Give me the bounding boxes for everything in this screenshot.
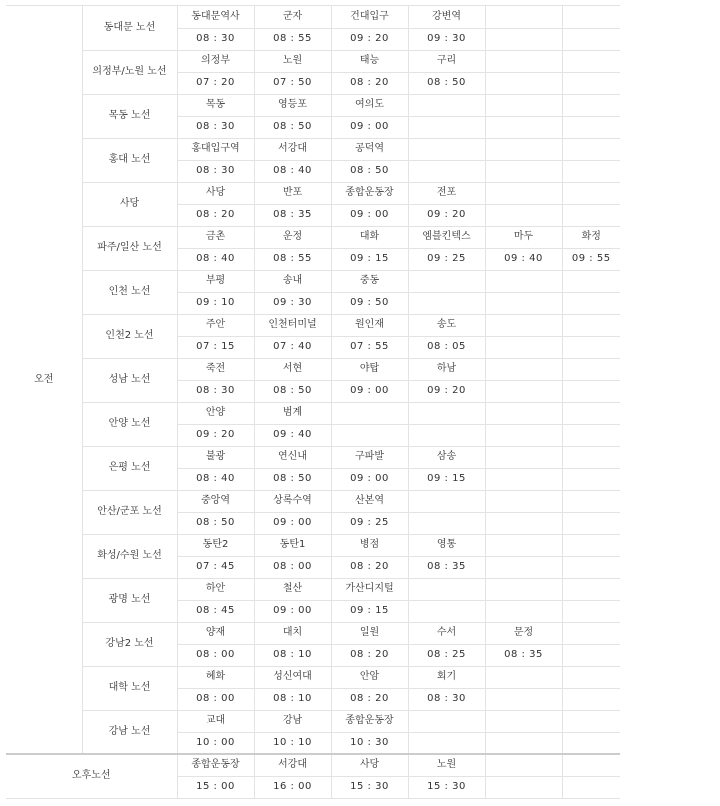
stop-name-cell: 동대문역사 <box>177 6 254 28</box>
departure-time-cell: 16 : 00 <box>254 776 331 798</box>
route-name: 사당 <box>82 182 177 226</box>
departure-time-cell: 08 : 50 <box>177 512 254 534</box>
route-name: 안양 노선 <box>82 402 177 446</box>
stop-name-cell <box>485 6 562 28</box>
route-name: 파주/일산 노선 <box>82 226 177 270</box>
departure-time-cell: 10 : 10 <box>254 732 331 754</box>
stop-name-cell <box>562 50 620 72</box>
stop-name-cell: 마두 <box>485 226 562 248</box>
stop-name-cell: 사당 <box>177 182 254 204</box>
stop-name-cell <box>562 6 620 28</box>
departure-time-cell <box>562 688 620 710</box>
stop-name-cell: 불광 <box>177 446 254 468</box>
stop-name-cell: 송내 <box>254 270 331 292</box>
stop-name-cell: 엠블킨텍스 <box>408 226 485 248</box>
departure-time-cell <box>485 292 562 314</box>
route-stop-row <box>6 402 620 424</box>
departure-time-cell: 08 : 20 <box>331 688 408 710</box>
departure-time-cell <box>408 732 485 754</box>
stop-name-cell: 구파발 <box>331 446 408 468</box>
departure-time-cell <box>562 556 620 578</box>
stop-name-cell: 일원 <box>331 622 408 644</box>
departure-time-cell <box>485 776 562 798</box>
departure-time-cell: 09 : 50 <box>331 292 408 314</box>
departure-time-cell: 07 : 40 <box>254 336 331 358</box>
stop-name-cell <box>485 754 562 776</box>
stop-name-cell: 삼송 <box>408 446 485 468</box>
stop-name-cell: 안양 <box>177 402 254 424</box>
departure-time-cell <box>485 160 562 182</box>
stop-name-cell: 야탑 <box>331 358 408 380</box>
departure-time-cell: 08 : 20 <box>331 72 408 94</box>
stop-name-cell: 노원 <box>408 754 485 776</box>
pm-stop-row <box>6 754 620 776</box>
stop-name-cell: 연신내 <box>254 446 331 468</box>
route-name: 광명 노선 <box>82 578 177 622</box>
route-stop-row <box>6 534 620 556</box>
route-name: 안산/군포 노선 <box>82 490 177 534</box>
stop-name-cell <box>331 402 408 424</box>
departure-time-cell <box>485 336 562 358</box>
departure-time-cell <box>562 116 620 138</box>
departure-time-cell: 09 : 25 <box>331 512 408 534</box>
departure-time-cell: 08 : 50 <box>254 380 331 402</box>
stop-name-cell: 양재 <box>177 622 254 644</box>
stop-name-cell <box>485 138 562 160</box>
departure-time-cell: 09 : 20 <box>331 28 408 50</box>
stop-name-cell: 중앙역 <box>177 490 254 512</box>
stop-name-cell <box>562 622 620 644</box>
stop-name-cell: 운정 <box>254 226 331 248</box>
departure-time-cell <box>562 380 620 402</box>
departure-time-cell <box>408 600 485 622</box>
route-name: 인천 노선 <box>82 270 177 314</box>
departure-time-cell <box>562 776 620 798</box>
departure-time-cell: 08 : 50 <box>254 116 331 138</box>
departure-time-cell: 09 : 00 <box>254 600 331 622</box>
stop-name-cell: 하안 <box>177 578 254 600</box>
stop-name-cell <box>562 578 620 600</box>
period-label-pm: 오후노선 <box>6 754 177 798</box>
departure-time-cell: 09 : 00 <box>331 116 408 138</box>
stop-name-cell: 여의도 <box>331 94 408 116</box>
departure-time-cell <box>562 644 620 666</box>
departure-time-cell <box>408 424 485 446</box>
stop-name-cell: 전포 <box>408 182 485 204</box>
departure-time-cell: 08 : 30 <box>177 28 254 50</box>
route-stop-row <box>6 182 620 204</box>
stop-name-cell: 송도 <box>408 314 485 336</box>
departure-time-cell <box>485 556 562 578</box>
stop-name-cell: 안암 <box>331 666 408 688</box>
stop-name-cell: 서강대 <box>254 138 331 160</box>
stop-name-cell: 대화 <box>331 226 408 248</box>
route-stop-row <box>6 50 620 72</box>
departure-time-cell <box>485 116 562 138</box>
departure-time-cell: 08 : 20 <box>177 204 254 226</box>
stop-name-cell <box>562 446 620 468</box>
route-stop-row <box>6 578 620 600</box>
stop-name-cell: 대치 <box>254 622 331 644</box>
departure-time-cell: 07 : 15 <box>177 336 254 358</box>
route-name: 화성/수원 노선 <box>82 534 177 578</box>
stop-name-cell <box>408 490 485 512</box>
route-name: 대학 노선 <box>82 666 177 710</box>
stop-name-cell <box>485 358 562 380</box>
route-name: 의정부/노원 노선 <box>82 50 177 94</box>
stop-name-cell <box>485 710 562 732</box>
route-name: 인천2 노선 <box>82 314 177 358</box>
stop-name-cell: 홍대입구역 <box>177 138 254 160</box>
stop-name-cell: 주안 <box>177 314 254 336</box>
stop-name-cell <box>485 490 562 512</box>
departure-time-cell <box>485 380 562 402</box>
stop-name-cell: 동탄2 <box>177 534 254 556</box>
departure-time-cell: 07 : 20 <box>177 72 254 94</box>
departure-time-cell: 08 : 50 <box>331 160 408 182</box>
stop-name-cell: 하남 <box>408 358 485 380</box>
departure-time-cell: 08 : 20 <box>331 644 408 666</box>
route-stop-row <box>6 270 620 292</box>
route-name: 강남2 노선 <box>82 622 177 666</box>
departure-time-cell <box>562 160 620 182</box>
departure-time-cell <box>562 28 620 50</box>
departure-time-cell: 08 : 45 <box>177 600 254 622</box>
stop-name-cell: 가산디지털 <box>331 578 408 600</box>
departure-time-cell: 08 : 20 <box>331 556 408 578</box>
stop-name-cell <box>562 666 620 688</box>
stop-name-cell: 범계 <box>254 402 331 424</box>
departure-time-cell <box>562 292 620 314</box>
stop-name-cell <box>485 402 562 424</box>
departure-time-cell: 08 : 40 <box>254 160 331 182</box>
departure-time-cell: 07 : 50 <box>254 72 331 94</box>
stop-name-cell: 군자 <box>254 6 331 28</box>
departure-time-cell: 09 : 15 <box>331 600 408 622</box>
stop-name-cell <box>485 314 562 336</box>
departure-time-cell: 09 : 20 <box>408 204 485 226</box>
departure-time-cell: 08 : 55 <box>254 28 331 50</box>
stop-name-cell <box>485 578 562 600</box>
departure-time-cell: 08 : 05 <box>408 336 485 358</box>
departure-time-cell: 08 : 35 <box>485 644 562 666</box>
stop-name-cell: 노원 <box>254 50 331 72</box>
stop-name-cell <box>485 666 562 688</box>
route-stop-row <box>6 710 620 732</box>
departure-time-cell: 09 : 15 <box>408 468 485 490</box>
stop-name-cell: 죽전 <box>177 358 254 380</box>
departure-time-cell: 08 : 40 <box>177 468 254 490</box>
route-name: 강남 노선 <box>82 710 177 754</box>
departure-time-cell <box>485 600 562 622</box>
departure-time-cell: 08 : 00 <box>177 644 254 666</box>
stop-name-cell <box>485 270 562 292</box>
departure-time-cell: 15 : 30 <box>331 776 408 798</box>
departure-time-cell: 08 : 10 <box>254 688 331 710</box>
stop-name-cell <box>408 578 485 600</box>
stop-name-cell <box>408 270 485 292</box>
stop-name-cell: 상록수역 <box>254 490 331 512</box>
route-name: 홍대 노선 <box>82 138 177 182</box>
departure-time-cell <box>485 424 562 446</box>
departure-time-cell: 09 : 10 <box>177 292 254 314</box>
departure-time-cell <box>408 160 485 182</box>
stop-name-cell <box>485 94 562 116</box>
stop-name-cell <box>562 534 620 556</box>
route-stop-row <box>6 94 620 116</box>
departure-time-cell: 09 : 00 <box>254 512 331 534</box>
departure-time-cell <box>562 424 620 446</box>
stop-name-cell <box>562 710 620 732</box>
departure-time-cell: 10 : 00 <box>177 732 254 754</box>
departure-time-cell <box>562 468 620 490</box>
stop-name-cell: 중동 <box>331 270 408 292</box>
stop-name-cell <box>562 358 620 380</box>
departure-time-cell: 08 : 30 <box>408 688 485 710</box>
route-stop-row <box>6 226 620 248</box>
stop-name-cell: 문정 <box>485 622 562 644</box>
stop-name-cell <box>485 446 562 468</box>
departure-time-cell: 08 : 30 <box>177 160 254 182</box>
stop-name-cell: 혜화 <box>177 666 254 688</box>
stop-name-cell: 종합운동장 <box>177 754 254 776</box>
departure-time-cell: 09 : 40 <box>254 424 331 446</box>
route-stop-row <box>6 666 620 688</box>
stop-name-cell: 회기 <box>408 666 485 688</box>
stop-name-cell <box>408 94 485 116</box>
departure-time-cell <box>485 72 562 94</box>
stop-name-cell: 건대입구 <box>331 6 408 28</box>
departure-time-cell <box>562 512 620 534</box>
stop-name-cell: 공덕역 <box>331 138 408 160</box>
departure-time-cell: 08 : 35 <box>254 204 331 226</box>
departure-time-cell: 09 : 30 <box>254 292 331 314</box>
departure-time-cell <box>562 336 620 358</box>
departure-time-cell: 08 : 00 <box>177 688 254 710</box>
departure-time-cell: 08 : 10 <box>254 644 331 666</box>
departure-time-cell <box>331 424 408 446</box>
stop-name-cell <box>408 402 485 424</box>
departure-time-cell <box>485 512 562 534</box>
departure-time-cell: 09 : 20 <box>408 380 485 402</box>
route-stop-row <box>6 138 620 160</box>
stop-name-cell <box>408 138 485 160</box>
stop-name-cell: 의정부 <box>177 50 254 72</box>
stop-name-cell: 원인재 <box>331 314 408 336</box>
departure-time-cell <box>485 28 562 50</box>
route-stop-row <box>6 490 620 512</box>
route-name: 목동 노선 <box>82 94 177 138</box>
departure-time-cell: 09 : 20 <box>177 424 254 446</box>
route-name: 성남 노선 <box>82 358 177 402</box>
stop-name-cell <box>562 402 620 424</box>
route-stop-row <box>6 446 620 468</box>
stop-name-cell: 사당 <box>331 754 408 776</box>
departure-time-cell: 15 : 30 <box>408 776 485 798</box>
stop-name-cell <box>562 270 620 292</box>
departure-time-cell: 09 : 30 <box>408 28 485 50</box>
departure-time-cell: 09 : 25 <box>408 248 485 270</box>
schedule-body <box>6 6 620 798</box>
departure-time-cell: 07 : 45 <box>177 556 254 578</box>
departure-time-cell: 09 : 00 <box>331 468 408 490</box>
departure-time-cell <box>485 732 562 754</box>
departure-time-cell <box>485 688 562 710</box>
departure-time-cell: 08 : 40 <box>177 248 254 270</box>
departure-time-cell <box>408 512 485 534</box>
stop-name-cell <box>485 534 562 556</box>
route-stop-row <box>6 358 620 380</box>
stop-name-cell: 영등포 <box>254 94 331 116</box>
stop-name-cell: 교대 <box>177 710 254 732</box>
departure-time-cell: 09 : 15 <box>331 248 408 270</box>
stop-name-cell: 반포 <box>254 182 331 204</box>
departure-time-cell: 08 : 55 <box>254 248 331 270</box>
departure-time-cell: 10 : 30 <box>331 732 408 754</box>
stop-name-cell <box>485 50 562 72</box>
stop-name-cell: 화정 <box>562 226 620 248</box>
stop-name-cell: 서강대 <box>254 754 331 776</box>
stop-name-cell: 종합운동장 <box>331 710 408 732</box>
stop-name-cell: 태능 <box>331 50 408 72</box>
stop-name-cell: 동탄1 <box>254 534 331 556</box>
stop-name-cell <box>408 710 485 732</box>
departure-time-cell <box>408 292 485 314</box>
stop-name-cell <box>562 182 620 204</box>
stop-name-cell <box>562 490 620 512</box>
shuttle-schedule-table <box>6 6 620 799</box>
departure-time-cell: 08 : 30 <box>177 380 254 402</box>
stop-name-cell: 서현 <box>254 358 331 380</box>
departure-time-cell: 08 : 00 <box>254 556 331 578</box>
departure-time-cell: 09 : 55 <box>562 248 620 270</box>
departure-time-cell: 08 : 50 <box>408 72 485 94</box>
stop-name-cell <box>562 314 620 336</box>
stop-name-cell: 영통 <box>408 534 485 556</box>
stop-name-cell: 구리 <box>408 50 485 72</box>
stop-name-cell: 강변역 <box>408 6 485 28</box>
departure-time-cell: 09 : 00 <box>331 204 408 226</box>
departure-time-cell: 08 : 25 <box>408 644 485 666</box>
stop-name-cell: 부평 <box>177 270 254 292</box>
stop-name-cell: 철산 <box>254 578 331 600</box>
departure-time-cell: 07 : 55 <box>331 336 408 358</box>
route-name: 은평 노선 <box>82 446 177 490</box>
departure-time-cell <box>562 72 620 94</box>
stop-name-cell: 수서 <box>408 622 485 644</box>
departure-time-cell: 08 : 30 <box>177 116 254 138</box>
stop-name-cell: 병점 <box>331 534 408 556</box>
route-stop-row <box>6 6 620 28</box>
stop-name-cell: 종합운동장 <box>331 182 408 204</box>
stop-name-cell: 강남 <box>254 710 331 732</box>
departure-time-cell: 15 : 00 <box>177 776 254 798</box>
departure-time-cell: 09 : 00 <box>331 380 408 402</box>
departure-time-cell: 08 : 50 <box>254 468 331 490</box>
stop-name-cell <box>562 138 620 160</box>
departure-time-cell <box>562 600 620 622</box>
departure-time-cell: 08 : 35 <box>408 556 485 578</box>
departure-time-cell <box>485 204 562 226</box>
departure-time-cell <box>562 732 620 754</box>
departure-time-cell <box>485 468 562 490</box>
route-stop-row <box>6 622 620 644</box>
stop-name-cell <box>562 754 620 776</box>
route-stop-row <box>6 314 620 336</box>
route-name: 동대문 노선 <box>82 6 177 50</box>
period-label-am: 오전 <box>6 6 82 754</box>
stop-name-cell <box>485 182 562 204</box>
departure-time-cell <box>408 116 485 138</box>
stop-name-cell: 목동 <box>177 94 254 116</box>
stop-name-cell: 성신여대 <box>254 666 331 688</box>
departure-time-cell: 09 : 40 <box>485 248 562 270</box>
stop-name-cell: 산본역 <box>331 490 408 512</box>
departure-time-cell <box>562 204 620 226</box>
stop-name-cell: 인천터미널 <box>254 314 331 336</box>
stop-name-cell: 금촌 <box>177 226 254 248</box>
stop-name-cell <box>562 94 620 116</box>
